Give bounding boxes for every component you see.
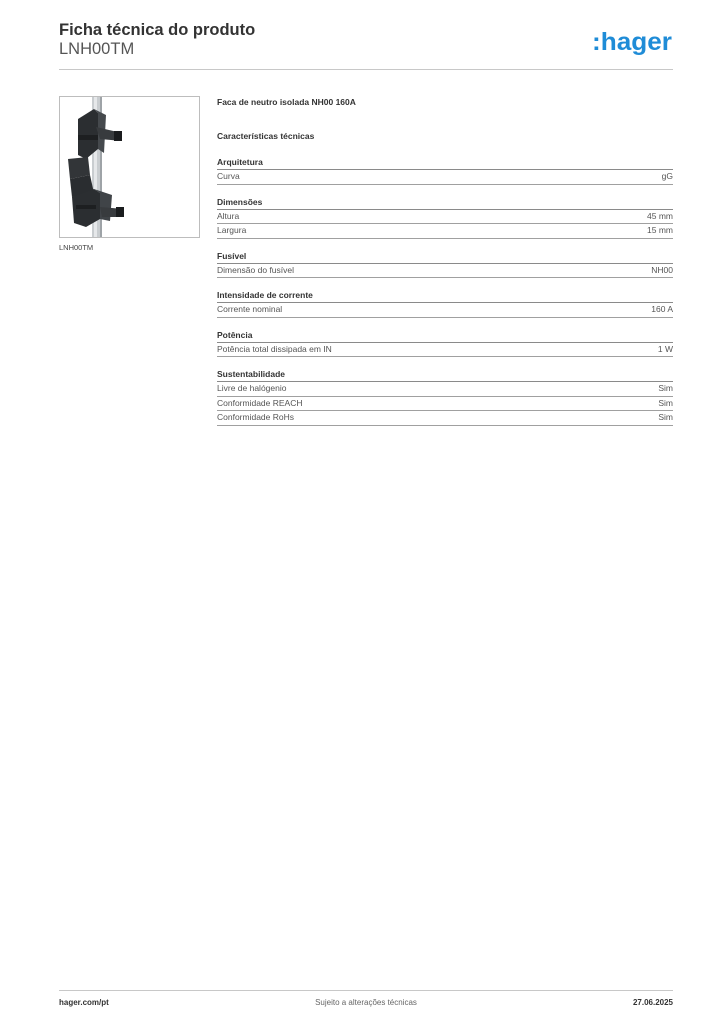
section-fusivel — [217, 250, 673, 279]
spec-label: Altura — [217, 210, 240, 221]
specifications-heading: Características técnicas — [217, 131, 315, 141]
spec-row — [217, 210, 673, 225]
product-reference: LNH00TM — [59, 40, 135, 58]
spec-value: Sim — [658, 412, 673, 422]
spec-value: NH00 — [651, 264, 673, 275]
footer-website-link[interactable]: hager.com/pt — [59, 998, 109, 1007]
spec-row — [217, 170, 673, 185]
footer-disclaimer: Sujeito a alterações técnicas — [315, 998, 417, 1007]
spec-value: 15 mm — [647, 225, 673, 235]
hager-logo-text: :hager — [592, 28, 673, 56]
spec-row — [217, 411, 673, 426]
spec-row — [217, 397, 673, 412]
spec-value: 160 A — [651, 304, 673, 314]
fuse-neutral-link-icon — [60, 97, 199, 237]
product-image-caption: LNH00TM — [59, 243, 94, 252]
spec-row — [217, 343, 673, 358]
hager-logo — [591, 27, 673, 57]
section-title: Sustentabilidade — [217, 368, 673, 382]
spec-row — [217, 224, 673, 239]
section-title: Dimensões — [217, 196, 673, 210]
spec-label: Livre de halógenio — [217, 383, 287, 393]
spec-value: Sim — [658, 397, 673, 408]
section-arquitetura — [217, 156, 673, 185]
spec-value: 1 W — [657, 343, 673, 354]
page-footer — [59, 998, 673, 1010]
section-potencia — [217, 329, 673, 358]
section-sustentabilidade — [217, 368, 673, 426]
section-title: Fusível — [217, 250, 673, 264]
footer-date: 27.06.2025 — [632, 998, 673, 1007]
section-title: Potência — [217, 329, 673, 343]
spec-value: Sim — [658, 383, 673, 393]
page-header — [59, 21, 673, 71]
spec-label: Corrente nominal — [217, 304, 283, 314]
header-divider — [59, 69, 673, 70]
product-image — [59, 96, 200, 238]
spec-row — [217, 303, 673, 318]
spec-value: gG — [661, 171, 673, 181]
footer-divider — [59, 990, 673, 991]
spec-value: 45 mm — [647, 210, 673, 221]
section-dimensoes — [217, 196, 673, 239]
technical-specifications — [217, 96, 673, 437]
spec-label: Conformidade REACH — [217, 397, 303, 408]
section-intensidade-de-corrente — [217, 289, 673, 318]
spec-row — [217, 382, 673, 397]
spec-label: Dimensão do fusível — [217, 264, 295, 275]
section-title: Arquitetura — [217, 156, 673, 170]
spec-label: Curva — [217, 171, 240, 181]
spec-label: Largura — [217, 225, 247, 235]
product-name: Faca de neutro isolada NH00 160A — [217, 97, 356, 107]
spec-row — [217, 264, 673, 279]
spec-label: Conformidade RoHs — [217, 412, 295, 422]
section-title: Intensidade de corrente — [217, 289, 673, 303]
document-title: Ficha técnica do produto — [59, 21, 256, 39]
spec-label: Potência total dissipada em IN — [217, 343, 332, 354]
